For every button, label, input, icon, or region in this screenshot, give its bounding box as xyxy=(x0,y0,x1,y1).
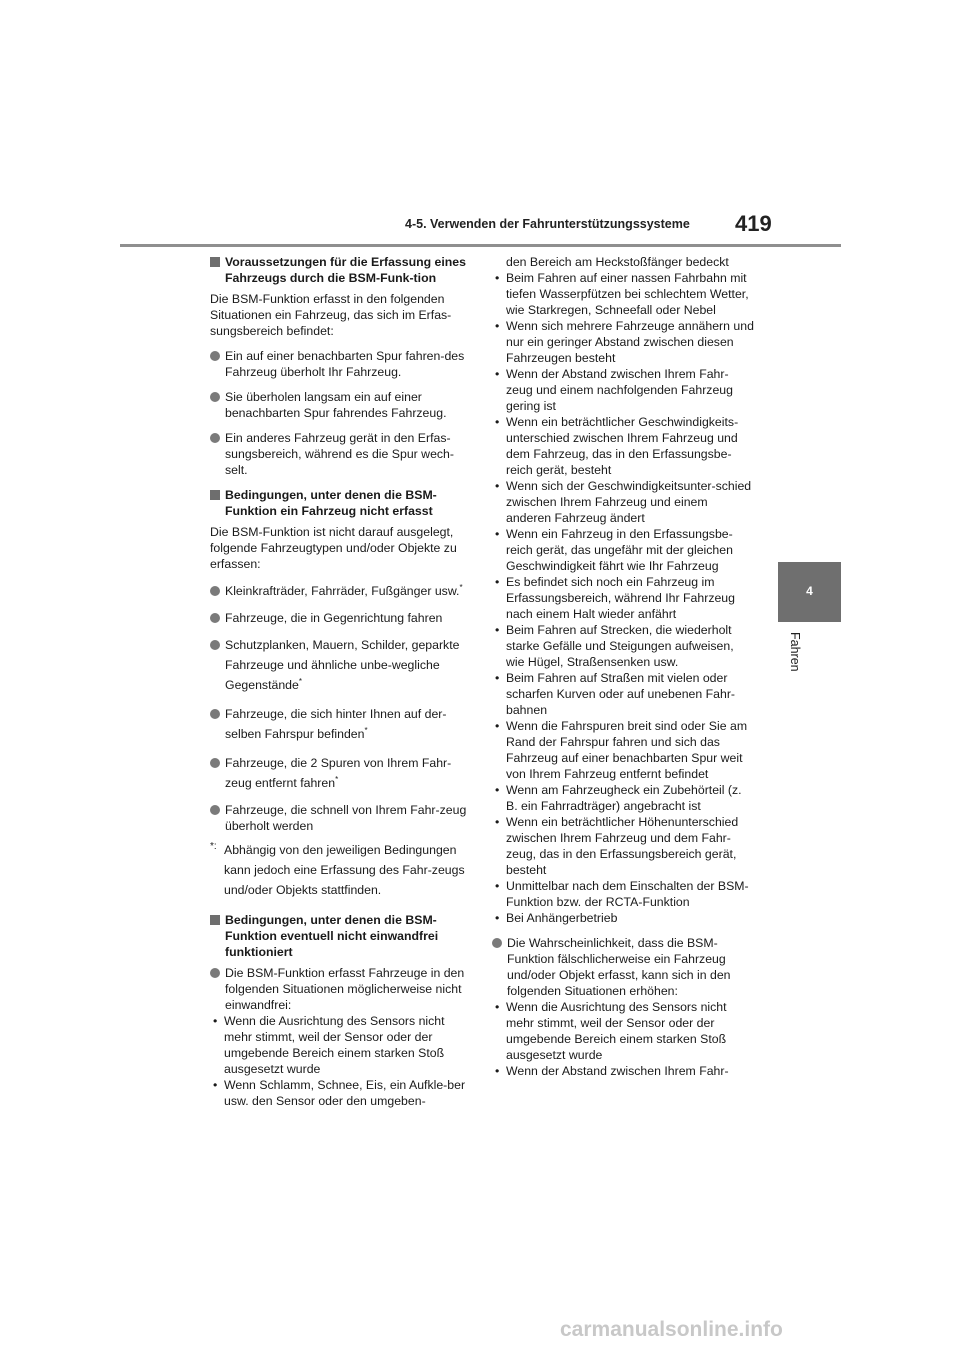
sub-list-item-text: Wenn sich der Geschwindigkeitsunter-schied zwischen Ihrem Fahrzeug und einem anderen Fahrzeug ändert xyxy=(506,479,752,525)
sub-list-item xyxy=(492,270,754,318)
sub-bullet-mark: • xyxy=(495,1000,500,1014)
list-item-text: Kleinkrafträder, Fahrräder, Fußgänger usw. xyxy=(225,584,460,598)
list-item xyxy=(210,802,472,834)
sub-list-item xyxy=(492,782,754,814)
header-rule xyxy=(120,244,841,247)
sub-list-item xyxy=(492,414,754,478)
circle-bullet-icon xyxy=(492,938,502,948)
list-item-text: Fahrzeuge, die in Gegenrichtung fahren xyxy=(225,611,443,625)
circle-bullet-icon xyxy=(210,351,220,361)
circle-bullet-icon xyxy=(210,392,220,402)
list-item-text: Ein auf einer benachbarten Spur fahren-des Fahrzeug überholt Ihr Fahrzeug. xyxy=(225,349,465,379)
sub-list-item xyxy=(492,366,754,414)
sub-bullet-mark: • xyxy=(495,575,500,589)
section-heading xyxy=(210,254,472,286)
page-number: 419 xyxy=(735,211,772,236)
sub-list-item-text: Wenn am Fahrzeugheck ein Zubehörteil (z. B. ein Fahrradträger) angebracht ist xyxy=(506,783,742,813)
square-bullet-icon xyxy=(210,915,220,925)
list-item-text: Fahrzeuge, die sich hinter Ihnen auf der-selben Fahrspur befinden xyxy=(225,707,447,741)
sub-list-item-text: Wenn die Fahrspuren breit sind oder Sie am Rand der Fahrspur fahren und sich das Fahrzeug auf einer benachbarten Spur weit von Ihrem Fahrzeug entfernt befindet xyxy=(506,719,748,781)
sub-list-item-text: Bei Anhängerbetrieb xyxy=(506,911,618,925)
footnote-text: Abhängig von den jeweiligen Bedingungen kann jedoch eine Erfassung des Fahr-zeugs und/oder Objekts stattfinden. xyxy=(224,843,465,897)
sub-list-item xyxy=(492,1063,754,1079)
sub-bullet-mark: • xyxy=(495,271,500,285)
paragraph: Die BSM-Funktion ist nicht darauf ausgelegt, folgende Fahrzeugtypen und/oder Objekte zu erfassen: xyxy=(210,525,457,571)
circle-bullet-icon xyxy=(210,758,220,768)
sub-list-item-text: Beim Fahren auf einer nassen Fahrbahn mit tiefen Wasserpfützen bei schlechtem Wetter, wie Starkregen, Schneefall oder Nebel xyxy=(506,271,749,317)
sub-bullet-mark: • xyxy=(495,367,500,381)
sub-list-item-text: Wenn die Ausrichtung des Sensors nicht mehr stimmt, weil der Sensor oder der umgebende Bereich einem starken Stoß ausgesetzt wurde xyxy=(224,1014,445,1076)
section-heading xyxy=(210,487,472,519)
list-item-text: Ein anderes Fahrzeug gerät in den Erfas-sungsbereich, während es die Spur wech-selt. xyxy=(225,431,454,477)
square-bullet-icon xyxy=(210,257,220,267)
sub-list-item-text: Wenn der Abstand zwischen Ihrem Fahr- xyxy=(506,1064,729,1078)
chapter-label: Fahren xyxy=(788,632,802,672)
sub-list-item xyxy=(492,622,754,670)
footnote xyxy=(210,840,472,900)
continuation-text: den Bereich am Heckstoßfänger bedeckt xyxy=(506,255,729,269)
sub-bullet-mark: • xyxy=(495,1064,500,1078)
section-title: 4-5. Verwenden der Fahrunterstützungssysteme xyxy=(405,217,690,231)
section-heading xyxy=(210,912,472,960)
footnote-marker: * xyxy=(298,676,302,686)
list-item xyxy=(210,704,472,744)
footnote-marker: * xyxy=(335,774,339,784)
paragraph: Die BSM-Funktion erfasst in den folgenden Situationen ein Fahrzeug, das sich im Erfas-sungsbereich befindet: xyxy=(210,292,452,338)
sub-bullet-mark: • xyxy=(495,719,500,733)
sub-bullet-mark: • xyxy=(213,1014,218,1028)
sub-bullet-mark: • xyxy=(495,671,500,685)
heading-text: Bedingungen, unter denen die BSM-Funktion ein Fahrzeug nicht erfasst xyxy=(225,488,437,518)
sub-list-item xyxy=(492,478,754,526)
list-item xyxy=(210,581,472,601)
sub-list-item xyxy=(492,910,754,926)
sub-list-item-text: Unmittelbar nach dem Einschalten der BSM-Funktion bzw. der RCTA-Funktion xyxy=(506,879,749,909)
left-column xyxy=(210,254,472,1109)
sub-bullet-mark: • xyxy=(495,815,500,829)
list-item xyxy=(492,935,754,999)
chapter-tab xyxy=(778,562,841,622)
footnote-marker: * xyxy=(459,582,463,592)
sub-list-item xyxy=(492,814,754,878)
circle-bullet-icon xyxy=(210,613,220,623)
sub-list-item-text: Wenn sich mehrere Fahrzeuge annähern und nur ein geringer Abstand zwischen diesen Fahrzeugen besteht xyxy=(506,319,754,365)
list-item-text: Fahrzeuge, die schnell von Ihrem Fahr-zeug überholt werden xyxy=(225,803,467,833)
sub-list-item-text: Wenn Schlamm, Schnee, Eis, ein Aufkle-ber usw. den Sensor oder den umgeben- xyxy=(224,1078,466,1108)
sub-list-item-text: Wenn ein beträchtlicher Höhenunterschied zwischen Ihrem Fahrzeug und dem Fahr-zeug, das in den Erfassungsbereich gerät, besteht xyxy=(506,815,739,877)
right-column xyxy=(492,254,754,1079)
footnote-mark: *: xyxy=(210,841,217,852)
list-item-text: Fahrzeuge, die 2 Spuren von Ihrem Fahr-zeug entfernt fahren xyxy=(225,756,452,790)
sub-bullet-mark: • xyxy=(495,527,500,541)
sub-list-item xyxy=(492,526,754,574)
heading-text: Bedingungen, unter denen die BSM-Funktion eventuell nicht einwandfrei funktioniert xyxy=(225,913,439,959)
circle-bullet-icon xyxy=(210,586,220,596)
chapter-number: 4 xyxy=(806,584,813,598)
sub-list-item xyxy=(492,718,754,782)
sub-bullet-mark: • xyxy=(495,879,500,893)
sub-list-item xyxy=(492,670,754,718)
sub-list-item-text: Wenn ein Fahrzeug in den Erfassungsbe-reich gerät, das ungefähr mit der gleichen Geschwindigkeit fährt wie Ihr Fahrzeug xyxy=(506,527,733,573)
footnote-marker: * xyxy=(364,725,368,735)
sub-list-item-text: Beim Fahren auf Strecken, die wiederholt starke Gefälle und Steigungen aufweisen, wie Hügel, Straßensenken usw. xyxy=(506,623,734,669)
square-bullet-icon xyxy=(210,490,220,500)
sub-bullet-mark: • xyxy=(495,911,500,925)
sub-bullet-mark: • xyxy=(495,623,500,637)
sub-list-item-text: Wenn der Abstand zwischen Ihrem Fahr-zeug und einem nachfolgenden Fahrzeug gering ist xyxy=(506,367,733,413)
sub-list-item xyxy=(210,1013,472,1077)
sub-list-item xyxy=(492,999,754,1063)
sub-list-item xyxy=(492,574,754,622)
circle-bullet-icon xyxy=(210,805,220,815)
sub-bullet-mark: • xyxy=(495,415,500,429)
list-item xyxy=(210,348,472,380)
sub-bullet-mark: • xyxy=(495,479,500,493)
list-item xyxy=(210,753,472,793)
sub-list-item xyxy=(492,878,754,910)
list-item xyxy=(210,635,472,695)
circle-bullet-icon xyxy=(210,968,220,978)
sub-list-item-text: Beim Fahren auf Straßen mit vielen oder scharfen Kurven oder auf unebenen Fahr-bahnen xyxy=(506,671,736,717)
list-item-text: Sie überholen langsam ein auf einer benachbarten Spur fahrendes Fahrzeug. xyxy=(225,390,447,420)
list-item xyxy=(210,430,472,478)
circle-bullet-icon xyxy=(210,433,220,443)
heading-text: Voraussetzungen für die Erfassung eines Fahrzeugs durch die BSM-Funk-tion xyxy=(225,255,466,285)
list-item-text: Die Wahrscheinlichkeit, dass die BSM-Funktion fälschlicherweise ein Fahrzeug und/oder Objekt erfasst, kann sich in den folgenden Situationen erhöhen: xyxy=(507,936,731,998)
sub-bullet-mark: • xyxy=(213,1078,218,1092)
list-item-text: Schutzplanken, Mauern, Schilder, geparkte Fahrzeuge und ähnliche unbe-wegliche Gegenstände xyxy=(225,638,460,692)
sub-list-item-text: Wenn ein beträchtlicher Geschwindigkeits-unterschied zwischen Ihrem Fahrzeug und dem Fahrzeug, das in den Erfassungsbe-reich gerät, besteht xyxy=(506,415,739,477)
sub-bullet-mark: • xyxy=(495,319,500,333)
sub-list-item xyxy=(210,1077,472,1109)
sub-list-item-text: Wenn die Ausrichtung des Sensors nicht mehr stimmt, weil der Sensor oder der umgebende Bereich einem starken Stoß ausgesetzt wurde xyxy=(506,1000,727,1062)
list-item-text: Die BSM-Funktion erfasst Fahrzeuge in den folgenden Situationen möglicherweise nicht einwandfrei: xyxy=(225,966,465,1012)
sub-bullet-mark: • xyxy=(495,783,500,797)
watermark: carmanualsonline.info xyxy=(560,1318,783,1341)
list-item xyxy=(210,965,472,1013)
circle-bullet-icon xyxy=(210,709,220,719)
list-item xyxy=(210,389,472,421)
circle-bullet-icon xyxy=(210,640,220,650)
list-item xyxy=(210,610,472,626)
sub-list-item-text: Es befindet sich noch ein Fahrzeug im Erfassungsbereich, während Ihr Fahrzeug nach einem Halt wieder anfährt xyxy=(506,575,735,621)
sub-list-item xyxy=(492,318,754,366)
